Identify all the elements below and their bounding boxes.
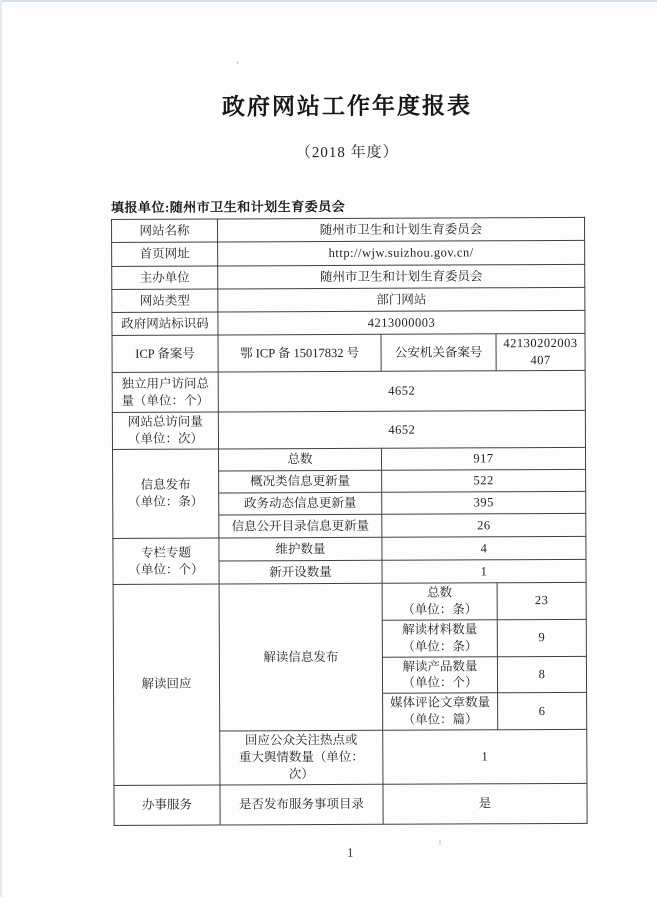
open-directory-updates-value: 26: [382, 513, 586, 537]
interpretation-total-label: 总数 （单位：条）: [382, 583, 497, 620]
security-filing-value: 42130202003 407: [496, 333, 585, 370]
website-name-value: 随州市卫生和计划生育委员会: [217, 217, 584, 242]
homepage-url-value: http://wjw.suizhou.gov.cn/: [218, 240, 585, 266]
media-commentary-value: 6: [498, 693, 587, 730]
public-response-label: 回应公众关注热点或 重大舆情数量（单位： 次）: [220, 730, 383, 784]
table-row: [113, 536, 586, 561]
new-columns-label: 新开设数量: [219, 560, 382, 584]
table-row: [112, 370, 585, 412]
icp-number-value: 鄂 ICP 备 15017832 号: [218, 334, 381, 372]
website-type-label: 网站类型: [112, 289, 218, 312]
page-number: 1: [346, 844, 354, 860]
homepage-url-label: 首页网址: [112, 242, 218, 266]
interpretation-release-label: 解读信息发布: [219, 583, 383, 731]
info-release-total-label: 总数: [219, 448, 382, 471]
open-directory-updates-label: 信息公开目录信息更新量: [219, 514, 382, 538]
table-row: [114, 783, 587, 825]
unique-visitors-label: 独立用户访问总 量（单位：个）: [112, 372, 218, 412]
total-visits-label: 网站总访问量 （单位：次）: [112, 412, 218, 449]
website-name-label: 网站名称: [111, 219, 217, 242]
service-directory-value: 是: [383, 783, 587, 824]
security-filing-label: 公安机关备案号: [381, 334, 496, 372]
report-year: （2018 年度）: [295, 144, 399, 162]
annual-report-table: [111, 217, 588, 826]
table-row: [113, 582, 586, 621]
overview-updates-value: 522: [382, 469, 586, 492]
info-release-group-label: 信息发布 （单位：条）: [113, 449, 219, 538]
table-row: [112, 287, 585, 312]
overview-updates-label: 概况类信息更新量: [219, 470, 382, 493]
sponsor-unit-label: 主办单位: [112, 266, 218, 289]
table-row: [111, 217, 584, 242]
services-group-label: 办事服务: [114, 785, 220, 825]
interpretation-total-value: 23: [497, 582, 586, 619]
info-release-total-value: 917: [381, 447, 585, 470]
maintained-columns-value: 4: [382, 536, 586, 560]
site-code-value: 4213000003: [218, 310, 585, 335]
interpretation-products-label: 解读产品数量 （单位：个）: [382, 656, 497, 693]
table-row: [112, 333, 585, 372]
interpretation-products-value: 8: [497, 656, 586, 693]
table-row: [112, 410, 585, 449]
public-response-value: 1: [383, 729, 587, 784]
interpretation-group-label: 解读回应: [113, 584, 220, 785]
site-code-label: 政府网站标识码: [112, 312, 218, 335]
interpretation-materials-value: 9: [497, 619, 586, 656]
website-type-value: 部门网站: [218, 287, 585, 312]
total-visits-value: 4652: [218, 410, 585, 449]
media-commentary-label: 媒体评论文章数量 （单位：篇）: [383, 693, 498, 730]
interpretation-materials-label: 解读材料数量 （单位：条）: [382, 620, 497, 657]
table-row: [112, 240, 585, 266]
gov-news-updates-value: 395: [382, 491, 586, 514]
page-title: 政府网站工作年度报表: [221, 93, 473, 120]
service-directory-label: 是否发布服务事项目录: [220, 784, 383, 825]
sponsor-unit-value: 随州市卫生和计划生育委员会: [218, 264, 585, 289]
gov-news-updates-label: 政务动态信息更新量: [219, 492, 382, 515]
icp-number-label: ICP 备案号: [112, 335, 218, 372]
table-row: [113, 447, 586, 471]
new-columns-value: 1: [382, 559, 586, 583]
special-columns-group-label: 专栏专题 （单位：个）: [113, 538, 219, 584]
table-row: [112, 264, 585, 289]
reporting-unit: 填报单位:随州市卫生和计划生育委员会: [110, 198, 346, 215]
maintained-columns-label: 维护数量: [219, 537, 382, 561]
table-row: [112, 310, 585, 335]
unique-visitors-value: 4652: [218, 370, 585, 412]
